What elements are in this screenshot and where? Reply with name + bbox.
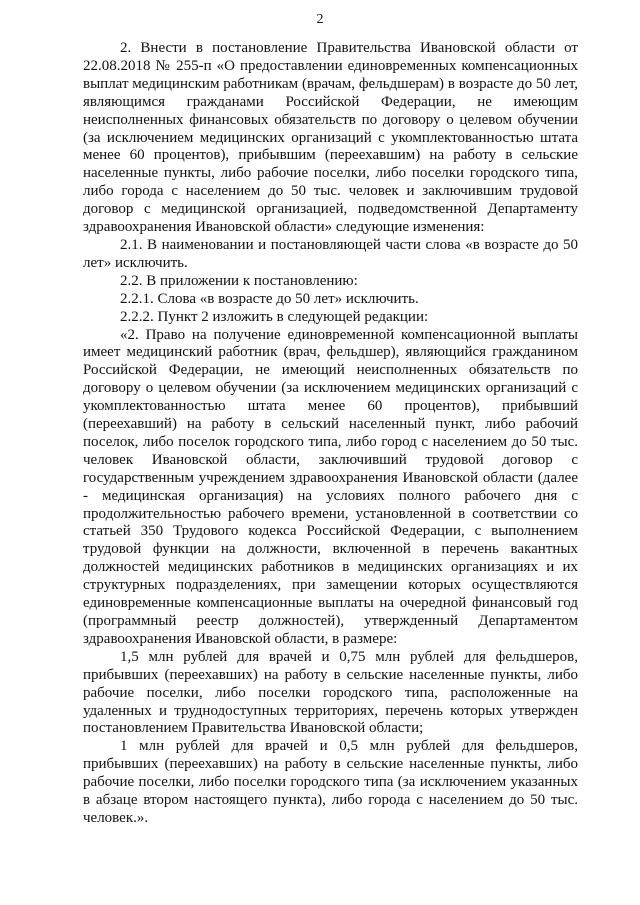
page-number: 2	[316, 12, 324, 27]
paragraph-new-point-2: «2. Право на получение единовременной компенсационной выплаты имеет медицинский работник (врач, фельдшер), являющийся гражданином Российской Федерации, не имеющий неисполненных обязательств по договору о целевом обучении (за исключением медицинских организаций с укомплектованностью штата менее 60 процентов), прибывший (переехавший) на работу в сельский населенный пункт, либо рабочий поселок, либо поселок городского типа, либо город с населением до 50 тыс. человек Ивановской области, заключивший трудовой договор с государственным учреждением здравоохранения Ивановской области (далее - медицинская организация) на условиях полного рабочего дня с продолжительностью рабочего времени, установленной в соответствии со статьей 350 Трудового кодекса Российской Федерации, с выполнением трудовой функции на должности, включенной в перечень вакантных должностей медицинских работников в медицинских организациях и их структурных подразделениях, при замещении которых осуществляются единовременные компенсационные выплаты на очередной финансовый год (программный реестр должностей), утвержденный Департаментом здравоохранения Ивановской области, в размере:	[83, 326, 578, 647]
paragraph-item-2: 2. Внести в постановление Правительства Ивановской области от 22.08.2018 № 255-п «О предоставлении единовременных компенсационных выплат медицинским работникам (врачам, фельдшерам) в возрасте до 50 лет, являющимся гражданами Российской Федерации, не имеющим неисполненных финансовых обязательств по договору о целевом обучении (за исключением медицинских организаций с укомплектованностью штата менее 60 процентов), прибывшим (переехавшим) на работу в сельские населенные пункты, либо рабочие поселки, либо поселки городского типа, либо города с населением до 50 тыс. человек и заключившим трудовой договор с медицинской организацией, подведомственной Департаменту здравоохранения Ивановской области» следующие изменения:	[83, 40, 578, 236]
document-body	[83, 40, 578, 828]
paragraph-item-2-1: 2.1. В наименовании и постановляющей части слова «в возрасте до 50 лет» исключить.	[83, 236, 578, 271]
paragraph-payment-standard: 1 млн рублей для врачей и 0,5 млн рублей для фельдшеров, прибывших (переехавших) на работу в сельские населенные пункты, либо рабочие поселки, либо поселки городского типа (за исключением указанных в абзаце втором настоящего пункта), либо города с населением до 50 тыс. человек.».	[83, 738, 578, 826]
paragraph-payment-remote: 1,5 млн рублей для врачей и 0,75 млн рублей для фельдшеров, прибывших (переехавших) на работу в сельские населенные пункты, либо рабочие поселки, либо поселки городского типа, расположенные на удаленных и труднодоступных территориях, перечень которых утвержден постановлением Правительства Ивановской области;	[83, 648, 578, 737]
paragraph-item-2-2-1: 2.2.1. Слова «в возрасте до 50 лет» исключить.	[120, 290, 419, 307]
paragraph-item-2-2-2: 2.2.2. Пункт 2 изложить в следующей редакции:	[120, 308, 429, 325]
paragraph-item-2-2: 2.2. В приложении к постановлению:	[120, 272, 358, 289]
